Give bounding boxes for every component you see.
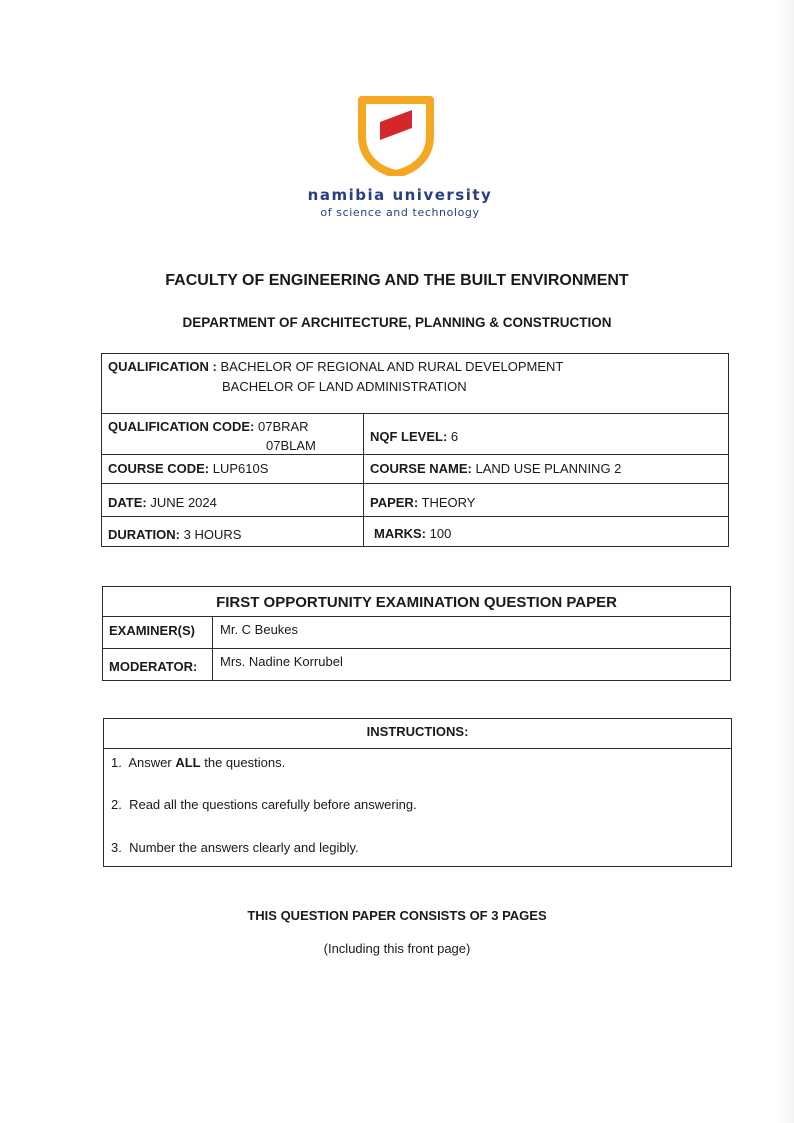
moderator-label: MODERATOR:: [109, 659, 198, 674]
instructions-title: INSTRUCTIONS:: [366, 724, 469, 739]
duration-label: DURATION:: [108, 527, 180, 542]
instruction-emphasis: ALL: [175, 755, 201, 770]
instruction-text: Number the answers clearly and legibly.: [129, 840, 359, 855]
column-divider: [212, 616, 213, 681]
course-name-cell: [370, 461, 621, 476]
instructions-table: [103, 718, 732, 867]
marks-value: 100: [429, 526, 452, 541]
row-divider: [102, 454, 728, 455]
examiner-value: Mr. C Beukes: [220, 622, 299, 637]
course-name-value: LAND USE PLANNING 2: [475, 461, 622, 476]
course-code-value: LUP610S: [212, 461, 269, 476]
instruction-item: [111, 755, 285, 770]
instruction-text: Read all the questions carefully before answering.: [129, 797, 417, 812]
qualification-line2: BACHELOR OF LAND ADMINISTRATION: [222, 379, 467, 394]
nqf-value: 6: [450, 429, 459, 444]
qualification-code-label: QUALIFICATION CODE:: [108, 419, 255, 434]
nqf-cell: [370, 429, 458, 444]
faculty-heading: FACULTY OF ENGINEERING AND THE BUILT ENVIRONMENT: [165, 272, 629, 289]
instruction-number: 1.: [111, 755, 122, 770]
qualification-code-1: 07BRAR: [257, 419, 309, 434]
date-value: JUNE 2024: [150, 495, 217, 510]
qualification-label: QUALIFICATION :: [108, 359, 217, 374]
instruction-number: 2.: [111, 797, 122, 812]
date-cell: [108, 495, 217, 510]
qualification-code-cell: [108, 419, 309, 434]
marks-label: MARKS:: [374, 526, 426, 541]
qualification-line1: BACHELOR OF REGIONAL AND RURAL DEVELOPMENT: [220, 359, 564, 374]
qualification-cell: [108, 359, 563, 374]
course-code-label: COURSE CODE:: [108, 461, 210, 476]
moderator-value: Mrs. Nadine Korrubel: [220, 654, 343, 669]
column-divider: [363, 413, 364, 547]
university-name-line2: of science and technology: [320, 206, 480, 219]
paper-cell: [370, 495, 475, 510]
examination-table: [102, 586, 731, 681]
examiner-label: EXAMINER(S): [109, 623, 195, 638]
instruction-number: 3.: [111, 840, 122, 855]
instruction-item: [111, 840, 359, 855]
duration-cell: [108, 527, 241, 542]
course-name-label: COURSE NAME:: [370, 461, 472, 476]
row-divider: [102, 483, 728, 484]
details-table: [101, 353, 729, 547]
course-code-cell: [108, 461, 268, 476]
nqf-label: NQF LEVEL:: [370, 429, 448, 444]
row-divider: [104, 748, 731, 749]
row-divider: [103, 648, 730, 649]
paper-value: THEORY: [421, 495, 476, 510]
page-count: THIS QUESTION PAPER CONSISTS OF 3 PAGES: [247, 908, 547, 923]
page-count-note: (Including this front page): [323, 941, 471, 956]
university-logo: [358, 96, 434, 176]
exam-title: FIRST OPPORTUNITY EXAMINATION QUESTION PAPER: [216, 594, 617, 611]
paper-label: PAPER:: [370, 495, 419, 510]
department-heading: DEPARTMENT OF ARCHITECTURE, PLANNING & CONSTRUCTION: [182, 315, 612, 330]
university-name-line1: namibia university: [307, 186, 493, 204]
date-label: DATE:: [108, 495, 147, 510]
row-divider: [102, 413, 728, 414]
qualification-code-2: 07BLAM: [266, 438, 316, 453]
marks-cell: [374, 526, 451, 541]
row-divider: [103, 616, 730, 617]
instruction-text: the questions.: [204, 755, 286, 770]
instruction-text: Answer: [128, 755, 172, 770]
duration-value: 3 HOURS: [183, 527, 242, 542]
row-divider: [102, 516, 728, 517]
instruction-item: [111, 797, 417, 812]
